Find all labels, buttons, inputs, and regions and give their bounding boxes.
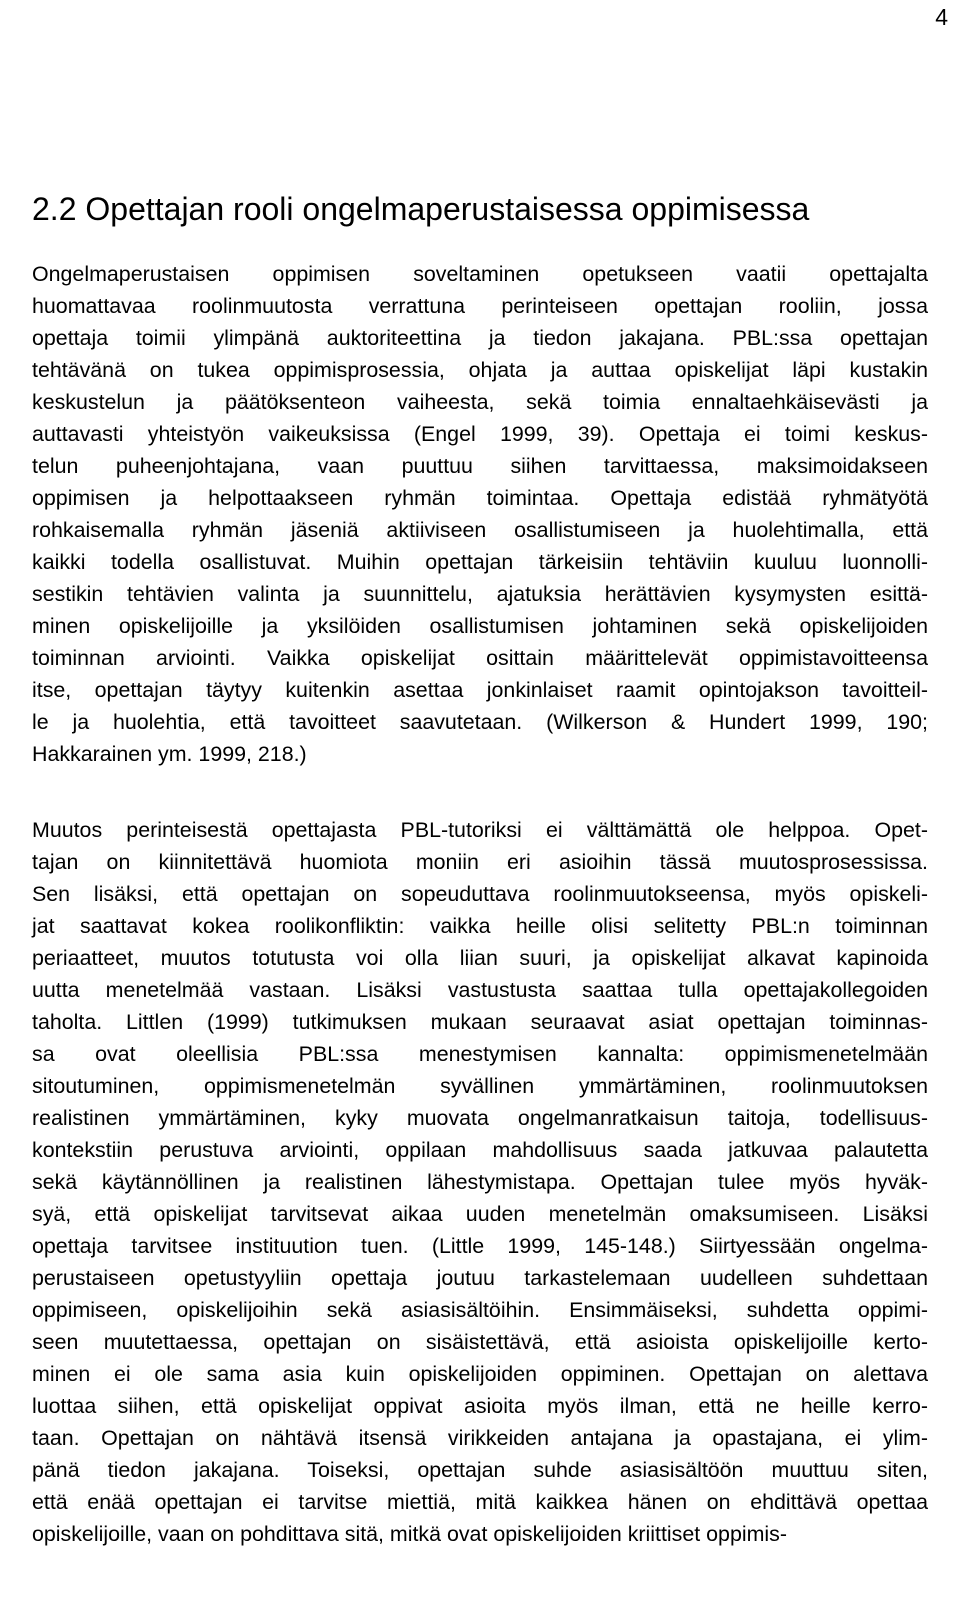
text-line: sestikin tehtävien valinta ja suunnittelu, ajatuksia herättävien kysymysten esittä-: [32, 582, 928, 606]
text-line: itse, opettajan täytyy kuitenkin asettaa jonkinlaiset raamit opintojakson tavoitteil-: [32, 678, 928, 702]
text-line: opiskelijoille, vaan on pohdittava sitä, mitkä ovat opiskelijoiden kriittiset oppimis-: [32, 1522, 787, 1546]
paragraph-tutor-transition: [32, 814, 928, 1550]
text-line: oppimiseen, opiskelijoihin sekä asiasisältöihin. Ensimmäiseksi, suhdetta oppimi-: [32, 1298, 928, 1322]
text-line: opettaja tarvitsee instituution tuen. (Little 1999, 145-148.) Siirtyessään ongelma-: [32, 1234, 928, 1258]
text-line: että enää opettajan ei tarvitse miettiä, mitä kaikkea hänen on ehdittävä opettaa: [32, 1490, 928, 1514]
text-line: sekä käytännöllinen ja realistinen lähestymistapa. Opettajan tulee myös hyväk-: [32, 1170, 928, 1194]
text-line: huomattavaa roolinmuutosta verrattuna perinteiseen opettajan rooliin, jossa: [32, 294, 928, 318]
text-line: luottaa siihen, että opiskelijat oppivat asioita myös ilman, että ne heille kerro-: [32, 1394, 928, 1418]
text-line: perustaiseen opetustyyliin opettaja joutuu tarkastelemaan uudelleen suhdettaan: [32, 1266, 928, 1290]
text-line: tajan on kiinnitettävä huomiota moniin eri asioihin tässä muutosprosessissa.: [32, 850, 928, 874]
text-line: le ja huolehtia, että tavoitteet saavutetaan. (Wilkerson & Hundert 1999, 190;: [32, 710, 928, 734]
text-line: taholta. Littlen (1999) tutkimuksen mukaan seuraavat asiat opettajan toiminnas-: [32, 1010, 928, 1034]
paragraph-role-change: [32, 258, 928, 770]
text-line: Sen lisäksi, että opettajan on sopeuduttava roolinmuutokseensa, myös opiskeli-: [32, 882, 928, 906]
text-line: syä, että opiskelijat tarvitsevat aikaa uuden menetelmän omaksumiseen. Lisäksi: [32, 1202, 928, 1226]
text-line: sa ovat oleellisia PBL:ssa menestymisen kannalta: oppimismenetelmään: [32, 1042, 928, 1066]
text-line: jat saattavat kokea roolikonfliktin: vaikka heille olisi selitetty PBL:n toiminnan: [32, 914, 928, 938]
text-line: kontekstiin perustuva arviointi, oppilaan mahdollisuus saada jatkuvaa palautetta: [32, 1138, 928, 1162]
text-line: keskustelun ja päätöksenteon vaiheesta, sekä toimia ennaltaehkäisevästi ja: [32, 390, 928, 414]
text-line: periaatteet, muutos totutusta voi olla liian suuri, ja opiskelijat alkavat kapinoida: [32, 946, 928, 970]
section-heading: 2.2 Opettajan rooli ongelmaperustaisessa oppimisessa: [32, 191, 810, 227]
text-line: Ongelmaperustaisen oppimisen soveltaminen opetukseen vaatii opettajalta: [32, 262, 928, 286]
text-line: minen opiskelijoille ja yksilöiden osallistumisen johtaminen sekä opiskelijoiden: [32, 614, 928, 638]
text-line: rohkaisemalla ryhmän jäseniä aktiiviseen osallistumiseen ja huolehtimalla, että: [32, 518, 928, 542]
text-line: tehtävänä on tukea oppimisprosessia, ohjata ja auttaa opiskelijat läpi kustakin: [32, 358, 928, 382]
text-line: taan. Opettajan on nähtävä itsensä virikkeiden antajana ja opastajana, ei ylim-: [32, 1426, 928, 1450]
text-line: oppimisen ja helpottaakseen ryhmän toimintaa. Opettaja edistää ryhmätyötä: [32, 486, 928, 510]
text-line: Hakkarainen ym. 1999, 218.): [32, 742, 307, 766]
text-line: uutta menetelmää vastaan. Lisäksi vastustusta saattaa tulla opettajakollegoiden: [32, 978, 928, 1002]
text-line: Muutos perinteisestä opettajasta PBL-tutoriksi ei välttämättä ole helppoa. Opet-: [32, 818, 928, 842]
text-line: sitoutuminen, oppimismenetelmän syvällinen ymmärtäminen, roolinmuutoksen: [32, 1074, 928, 1098]
page-number: 4: [935, 4, 948, 30]
text-line: realistinen ymmärtäminen, kyky muovata ongelmanratkaisun taitoja, todellisuus-: [32, 1106, 928, 1130]
text-line: pänä tiedon jakajana. Toiseksi, opettajan suhde asiasisältöön muuttuu siten,: [32, 1458, 928, 1482]
text-line: telun puheenjohtajana, vaan puuttuu siihen tarvittaessa, maksimoidakseen: [32, 454, 928, 478]
text-line: opettaja toimii ylimpänä auktoriteettina ja tiedon jakajana. PBL:ssa opettajan: [32, 326, 928, 350]
text-line: auttavasti yhteistyön vaikeuksissa (Engel 1999, 39). Opettaja ei toimi keskus-: [32, 422, 928, 446]
text-line: toiminnan arviointi. Vaikka opiskelijat osittain määrittelevät oppimistavoitteensa: [32, 646, 928, 670]
text-line: minen ei ole sama asia kuin opiskelijoiden oppiminen. Opettajan on alettava: [32, 1362, 928, 1386]
text-line: kaikki todella osallistuvat. Muihin opettajan tärkeisiin tehtäviin kuuluu luonnolli-: [32, 550, 928, 574]
text-line: seen muutettaessa, opettajan on sisäistettävä, että asioista opiskelijoille kerto-: [32, 1330, 928, 1354]
